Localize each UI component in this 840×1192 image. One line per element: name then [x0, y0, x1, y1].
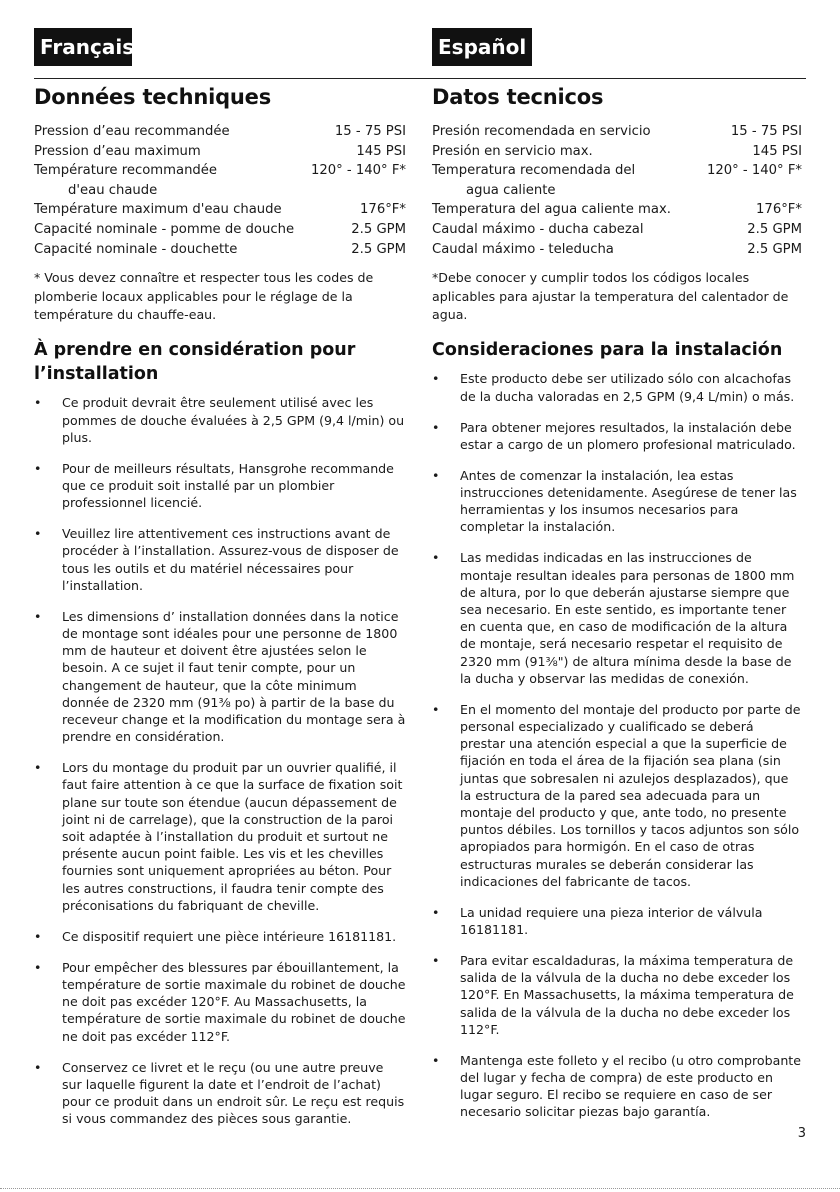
list-item-text: Las medidas indicadas en las instrucciones de montaje resultan ideales para personas de 1800 mm de altura, por lo que deberán ajustarse siempre que sea necesario. En este sentido, es importante tener en cuenta que, en caso de modificación de la altura de montaje, será necesario respetar el requisito de 2320 mm (91⅜") de altura mínima desde la base de la ducha y observar las medidas de conexión.	[460, 550, 795, 686]
spec-label: Temperatura recomendada del	[432, 163, 636, 179]
column-francais	[34, 84, 406, 1141]
list-item	[34, 759, 406, 914]
bullet-icon: •	[34, 928, 42, 944]
installation-list	[432, 370, 802, 1120]
footnote: *Debe conocer y cumplir todos los códigos locales aplicables para ajustar la temperatura del calentador de agua.	[432, 270, 789, 322]
spec-label: Pression d’eau maximum	[34, 143, 201, 159]
bullet-icon: •	[432, 701, 440, 717]
list-item-text: Lors du montage du produit par un ouvrier qualifié, il faut faire attention à ce que la surface de fixation soit plane sur toute son étendue (aucun dépassement de joint ni de carrelage), que la construction de la paroi soit adaptée à l’installation du produit et surtout ne présente aucun point faible. Les vis et les chevilles fournies sont uniquement apropriées au béton. Pour les autres constructions, il faudra tenir compte des préconisations du fabriquant de cheville.	[62, 760, 403, 913]
bullet-icon: •	[34, 760, 42, 776]
bullet-icon: •	[432, 550, 440, 566]
list-item-text: Pour de meilleurs résultats, Hansgrohe recommande que ce produit soit installé par un plombier professionnel licencié.	[62, 460, 394, 511]
bullet-icon: •	[432, 953, 440, 969]
list-item-text: Veuillez lire attentivement ces instructions avant de procéder à l’installation. Assurez-vous de disposer de tous les outils et du matériel nécessaires pour l’installation.	[62, 526, 399, 593]
spec-table	[34, 122, 406, 259]
spec-label: Température recommandée	[34, 163, 218, 179]
spec-value: 2.5 GPM	[351, 221, 406, 237]
spec-label: Presión en servicio max.	[432, 143, 593, 159]
list-item	[432, 370, 802, 404]
list-item-text: Pour empêcher des blessures par ébouillantement, la température de sortie maximale du robinet de douche ne doit pas excéder 120°F. Au Massachusetts, la température de sortie maximale du robinet de douche ne doit pas excéder 112°F.	[62, 959, 406, 1044]
bullet-icon: •	[432, 1052, 440, 1068]
spec-label-continuation: agua caliente	[466, 182, 556, 198]
spec-value: 176°F*	[756, 202, 802, 218]
spec-label: Pression d’eau recommandée	[34, 124, 230, 139]
spec-value: 145 PSI	[752, 143, 802, 159]
spec-label: Temperatura del agua caliente max.	[432, 202, 671, 218]
spec-label: Caudal máximo - teleducha	[432, 241, 614, 257]
spec-label: Presión recomendada en servicio	[432, 124, 651, 139]
bullet-icon: •	[34, 395, 42, 411]
list-item	[432, 549, 802, 687]
spec-row	[432, 240, 802, 260]
spec-row	[34, 220, 406, 240]
lang-tab-espanol: Español	[432, 28, 532, 66]
spec-label: Capacité nominale - pomme de douche	[34, 221, 295, 237]
header-rule	[34, 78, 806, 79]
list-item	[34, 394, 406, 446]
spec-value: 2.5 GPM	[747, 221, 802, 237]
list-item	[432, 419, 802, 453]
spec-value: 145 PSI	[356, 143, 406, 159]
list-item-text: Conservez ce livret et le reçu (ou une autre preuve sur laquelle figurent la date et l’endroit de l’achat) pour ce produit dans un endroit sûr. Le reçu est requis si vous commandez des pièces sous garantie.	[62, 1059, 405, 1127]
list-item-text: Ce produit devrait être seulement utilisé avec les pommes de douche évaluées à 2,5 GPM (9,4 l/min) ou plus.	[62, 395, 405, 445]
list-item-text: Les dimensions d’ installation données dans la notice de montage sont idéales pour une personne de 1800 mm de hauteur et doivent être ajustées selon le besoin. A ce sujet il faut tenir compte, pour un changement de hauteur, que la côte minimum donnée de 2320 mm (91⅜ po) à partir de la base du receveur change et la modification du montage sera à prendre en considération.	[62, 608, 406, 745]
tech-data-title: Données techniques	[34, 85, 272, 109]
bullet-icon: •	[432, 371, 440, 387]
spec-value: 120° - 140° F*	[706, 163, 802, 179]
list-item	[432, 701, 802, 890]
list-item-text: En el momento del montaje del producto por parte de personal especializado y cualificado se deberá prestar una atención especial a que la superficie de fijación en toda el área de la fijación sea plana (sin juntas que sobresalen ni azulejos desplazados), que la estructura de la pared sea adecuada para un montaje del producto y que, ante todo, no presente puntos débiles. Los tornillos y tacos adjuntos son sólo apropiados para hormigón. En el caso de otras estructuras murales se deberán considerar las indicaciones del fabricante de tacos.	[460, 701, 801, 889]
installation-title: À prendre en considération pour l’installation	[34, 340, 356, 385]
spec-value: 2.5 GPM	[351, 241, 406, 257]
bullet-icon: •	[34, 1059, 42, 1075]
spec-label-continuation: d'eau chaude	[68, 182, 158, 198]
spec-row	[432, 122, 802, 142]
list-item-text: La unidad requiere una pieza interior de válvula 16181181.	[460, 904, 763, 938]
list-item	[34, 608, 406, 746]
list-item	[34, 525, 406, 594]
list-item	[34, 928, 406, 945]
spec-label: Caudal máximo - ducha cabezal	[432, 221, 644, 237]
list-item-text: Antes de comenzar la instalación, lea estas instrucciones detenidamente. Asegúrese de tener las herramientas y los insumos necesarios para completar la instalación.	[460, 467, 797, 535]
spec-label: Température maximum d'eau chaude	[34, 202, 282, 218]
spec-row	[432, 142, 802, 162]
bullet-icon: •	[432, 904, 440, 920]
list-item	[432, 467, 802, 536]
list-item	[34, 1059, 406, 1128]
spec-row	[432, 220, 802, 240]
spec-row	[34, 161, 406, 181]
spec-row	[432, 161, 802, 181]
bullet-icon: •	[34, 959, 42, 975]
spec-row	[34, 200, 406, 220]
installation-title: Consideraciones para la instalación	[432, 340, 783, 361]
tech-data-title: Datos tecnicos	[432, 85, 604, 109]
spec-value: 120° - 140° F*	[310, 163, 406, 179]
spec-table	[432, 122, 802, 259]
list-item	[432, 1052, 802, 1121]
page-number: 3	[797, 1126, 806, 1141]
spec-value: 176°F*	[360, 202, 406, 218]
bullet-icon: •	[34, 526, 42, 542]
bullet-icon: •	[34, 460, 42, 476]
list-item	[432, 952, 802, 1038]
spec-row	[34, 142, 406, 162]
spec-value: 15 - 75 PSI	[334, 124, 406, 139]
spec-row	[34, 122, 406, 142]
spec-value: 2.5 GPM	[747, 241, 802, 257]
lang-tab-francais: Français	[34, 28, 132, 66]
spec-row	[34, 240, 406, 260]
installation-list	[34, 394, 406, 1127]
spec-value: 15 - 75 PSI	[730, 124, 802, 139]
list-item-text: Para obtener mejores resultados, la instalación debe estar a cargo de un plomero profesional matriculado.	[460, 419, 796, 452]
spec-label: Capacité nominale - douchette	[34, 241, 238, 257]
list-item	[34, 460, 406, 512]
bullet-icon: •	[432, 419, 440, 435]
bullet-icon: •	[432, 467, 440, 483]
list-item-text: Ce dispositif requiert une pièce intérieure 16181181.	[62, 928, 397, 944]
footnote: * Vous devez connaître et respecter tous les codes de plomberie locaux applicables pour le réglage de la température du chauffe-eau.	[34, 270, 374, 322]
list-item	[34, 959, 406, 1045]
list-item-text: Mantenga este folleto y el recibo (u otro comprobante del lugar y fecha de compra) de este producto en lugar seguro. El recibo se requiere en caso de ser necesario solicitar piezas bajo garantía.	[460, 1052, 801, 1120]
list-item-text: Para evitar escaldaduras, la máxima temperatura de salida de la válvula de la ducha no debe exceder los 120°F. En Massachusetts, la máxima temperatura de salida de la válvula de la ducha no debe exceder los 112°F.	[460, 953, 794, 1037]
list-item	[432, 904, 802, 938]
footer-divider	[0, 1188, 840, 1189]
bullet-icon: •	[34, 608, 42, 624]
spec-row	[432, 200, 802, 220]
column-espanol	[432, 84, 802, 1134]
list-item-text: Este producto debe ser utilizado sólo con alcachofas de la ducha valoradas en 2,5 GPM (9,4 L/min) o más.	[460, 371, 795, 404]
